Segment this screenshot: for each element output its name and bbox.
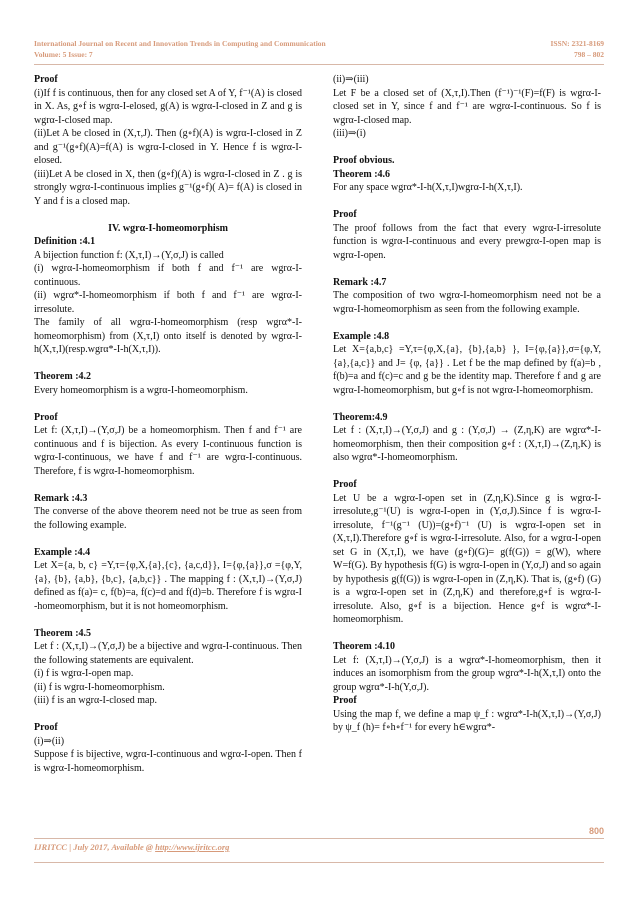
paragraph: Let X={a,b,c} =Y,τ={φ,X,{a}, {b},{a,b} }, I={φ,{a}},σ={φ,Y,{a},{a,c}} and J= {φ, {a}} . Let f be the map defined by f(a)=b , f(b)=a and f(c)=c and g be the identity map. Therefore f and g are wgrα-I-homeomorphism, but g∘f is not wgrα-I-homeomorphism. — [333, 344, 601, 396]
paragraph: For any space wgrα*-I-h(X,τ,I)wgrα-I-h(X,τ,I). — [333, 182, 523, 193]
section-heading: Proof — [34, 411, 58, 423]
paragraph: (ii)Let A be closed in (X,τ,J). Then (g∘f)(A) is wgrα-I-closed in Z and g⁻¹(g∘f)(A)=f(A) is wgrα-I-closed in Y. Hence f is wgrα-I-elosed. — [34, 128, 302, 166]
spacer — [333, 465, 601, 479]
page-number: 800 — [588, 826, 604, 836]
paragraph: (i)⇒(ii) — [34, 735, 65, 747]
volume-issue: Volume: 5 Issue: 7 — [34, 50, 93, 59]
spacer — [34, 708, 302, 722]
paragraph: Using the map f, we define a map ψ_f : wgrα*-I-h(X,τ,I)→(Y,σ,J) by ψ_f (h)= f∘h∘f⁻¹ for every h∈wgrα*- — [333, 708, 601, 733]
header-rule — [34, 64, 604, 65]
spacer — [333, 316, 601, 330]
spacer — [34, 357, 302, 371]
section-heading: Theorem:4.9 — [333, 411, 388, 423]
paragraph: (i)If f is continuous, then for any closed set A of Y, f⁻¹(A) is closed in X. As, g∘f is wgrα-I-elosed, g(A) is wgrα-I-closed in Z and g is wgrα-I-closed map. — [34, 87, 302, 126]
paragraph: Suppose f is bijective, wgrα-I-continuous and wgrα-I-open. Then f is wgrα-I-homeomorphism. — [34, 749, 302, 774]
paragraph: The converse of the above theorem need not be true as seen from the following example. — [34, 506, 302, 531]
section-heading: Theorem :4.2 — [34, 371, 92, 382]
paragraph: The proof follows from the fact that every wgrα-I-irresolute function is wgrα-I-continuous and every prewgrα-I-open map is wgrα-I-open. — [333, 222, 601, 261]
running-header-right — [550, 38, 604, 60]
paragraph: The family of all wgrα-I-homeomorphism (resp wgrα*-I-homeomorphism) from (X,τ,I) onto itself is denoted by wgrα-I-h(X,τ,I)(resp.wgrα*-I-h(X,τ,I)). — [34, 317, 302, 355]
paragraph: (i) f is wgrα-I-open map. — [34, 668, 134, 679]
paragraph: Let U be a wgrα-I-open set in (Z,η,K).Since g is wgrα-I-irresolute,g⁻¹(U) is wgrα-I-open in (Y,σ,J).Since f is wgrα-I-irresolute, f⁻¹(g⁻¹ (U))=(g∘f)⁻¹ (U) is wgrα-I-open set in (X,τ,I).Therefore g∘f is wgrα-I-irresolute. Also, for a wgrα-I-open set G in (X,τ,I), we have (g∘f)(G)= g(f(G)) = g(W), where W=f(G). By hypothesis f(G) is wgrα-I-open in (Y,σ,J) and so again by hypothesis g(f(G)) is wgrα-I-open in (Z,η,K). That is, (g∘f) (G) is a wgrα-I-open set in (Z,η,K) and therefore,g∘f is wgrα-I-irresolute. Also, g∘f is a bijection. Hence g∘f is wgrα*-I-homeomorphism. — [333, 492, 601, 625]
footer — [34, 842, 229, 852]
section-heading: Proof — [34, 74, 58, 85]
section-title: IV. wgrα-I-homeomorphism — [108, 222, 228, 234]
issn: ISSN: 2321-8169 — [550, 39, 604, 48]
paragraph: Let f : (X,τ,I)→(Y,σ,J) and g : (Y,σ,J) → (Z,η,K) are wgrα*-I-homeomorphism, then their composition g∘f : (X,τ,I)→(Z,η,K) is also wgrα*-I-homeomorphism. — [333, 425, 601, 463]
section-heading: Theorem :4.6 — [333, 168, 391, 180]
spacer — [34, 397, 302, 411]
paragraph: Let F be a closed set of (X,τ,I).Then (f⁻¹)⁻¹(F)=f(F) is wgrα-I-closed set in Y, since f and f⁻¹ are wgrα-I-continuous. So f is wgrα-I-closed map. — [333, 87, 601, 126]
paragraph: (iii)Let A be closed in X, then (g∘f)(A) is wgrα-I-closed in Z . g is strongly wgrα-I-continuous implies g⁻¹(g∘f)( A)= f(A) is closed in Y and f is a closed map. — [34, 168, 302, 207]
spacer — [333, 262, 601, 276]
section-heading: Theorem :4.10 — [333, 641, 396, 652]
spacer — [333, 141, 601, 155]
journal-link[interactable]: http://www.ijritcc.org — [155, 842, 230, 852]
section-heading: Remark :4.7 — [333, 276, 387, 288]
paragraph: Every homeomorphism is a wgrα-I-homeomorphism. — [34, 384, 248, 396]
spacer — [34, 613, 302, 627]
spacer — [34, 478, 302, 492]
footer-text: IJRITCC | July 2017, Available @ — [34, 842, 156, 852]
journal-name: International Journal on Recent and Innovation Trends in Computing and Communication — [34, 39, 326, 48]
paragraph: (i) wgrα-I-homeomorphism if both f and f⁻¹ are wgrα-I-continuous. — [34, 263, 302, 288]
spacer — [34, 208, 302, 222]
section-heading: Example :4.8 — [333, 330, 390, 342]
section-heading: Theorem :4.5 — [34, 627, 92, 639]
paragraph: (iii)⇒(i) — [333, 128, 366, 139]
section-heading: Proof — [333, 479, 357, 490]
paragraph: Let f: (X,τ,I)→(Y,σ,J) is a wgrα*-I-homeomorphism, then it induces an isomorphism from the group wgrα*-I-h(X,τ,I) onto the group wgrα*-I-h(Y,σ,J). — [333, 654, 601, 693]
spacer — [333, 397, 601, 411]
paragraph: The composition of two wgrα-I-homeomorphism need not be a wgrα-I-homeomorphism as seen from the following example. — [333, 290, 601, 315]
paragraph: (ii) wgrα*-I-homeomorphism if both f and f⁻¹ are wgrα-I-irresolute. — [34, 290, 302, 315]
spacer — [333, 627, 601, 641]
paragraph: (ii) f is wgrα-I-homeomorphism. — [34, 681, 165, 693]
right-column — [333, 73, 601, 735]
section-heading: Example :4.4 — [34, 546, 91, 558]
running-header-left — [34, 38, 326, 60]
left-column — [34, 73, 302, 775]
footer-bottom-rule — [34, 862, 604, 863]
section-heading: Proof — [333, 209, 357, 220]
footer-rule — [34, 838, 604, 839]
paragraph: Let X={a, b, c} =Y,τ={φ,X,{a},{c}, {a,c,d}}, I={φ,{a}},σ ={φ,Y, {a}, {b}, {a,b}, {b,c}, {a,b,c}} . The mapping f : (X,τ,I)→(Y,σ,J) defined as f(a)= c, f(b)=a, f(c)=d and f(d)=b. Therefore f is wgrα-I -homeomorphism, but it is not homeomorphism. — [34, 560, 302, 612]
section-heading: Remark :4.3 — [34, 492, 88, 504]
section-heading: Proof — [333, 695, 357, 706]
section-heading: Proof obvious. — [333, 155, 395, 166]
paragraph: (iii) f is an wgrα-I-closed map. — [34, 695, 157, 706]
paragraph: (ii)⇒(iii) — [333, 74, 369, 85]
page-range: 798 – 802 — [574, 50, 604, 59]
spacer — [34, 532, 302, 546]
section-heading: Definition :4.1 — [34, 236, 96, 247]
paragraph: Let f : (X,τ,I)→(Y,σ,J) be a bijective and wgrα-I-continuous. Then the following statements are equivalent. — [34, 641, 302, 666]
spacer — [333, 195, 601, 209]
section-heading: Proof — [34, 722, 58, 733]
paragraph: Let f: (X,τ,I)→(Y,σ,J) be a homeomorphism. Then f and f⁻¹ are continuous and f is bijection. As every I-continuous function is wgrα-I-continuous, we have f and f⁻¹ are wgrα-I-continuous. Therefore, f is wgrα-I-homeomorphism. — [34, 425, 302, 477]
paragraph: A bijection function f: (X,τ,I)→(Y,σ,J) is called — [34, 249, 224, 261]
